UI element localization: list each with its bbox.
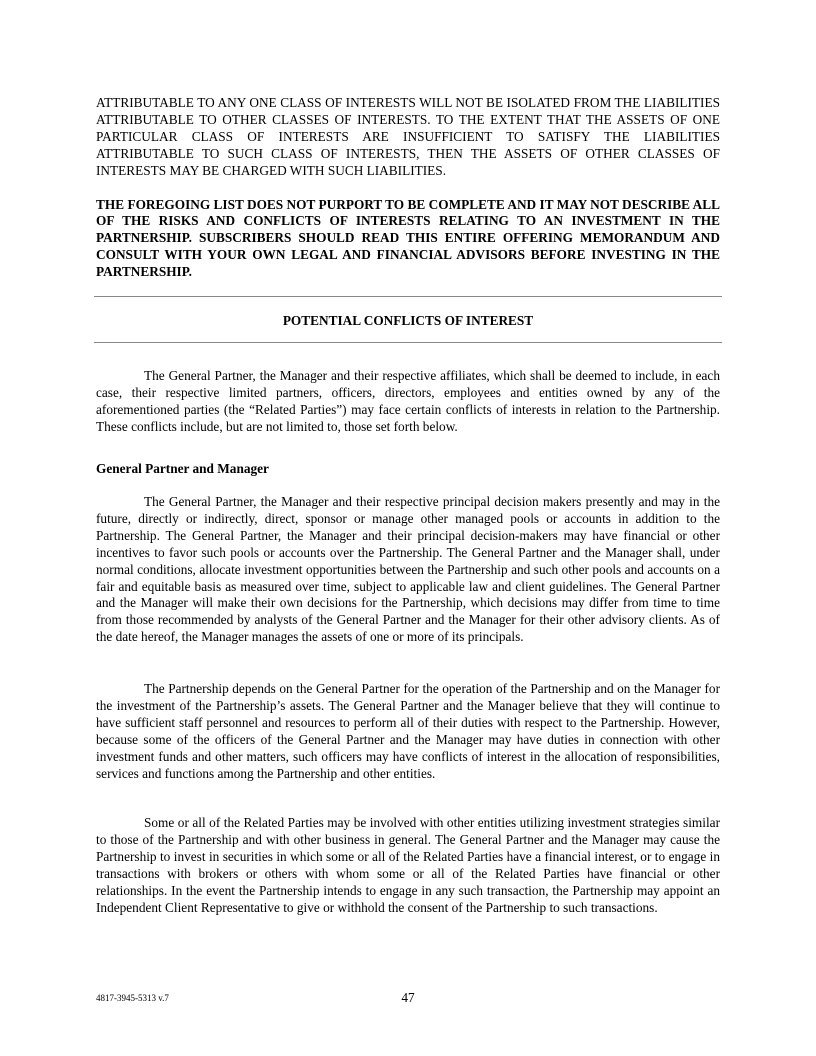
top-divider [94,296,722,297]
subheading-general-partner: General Partner and Manager [96,461,269,476]
paragraph-2: The Partnership depends on the General Partner for the operation of the Partnership and on the Manager for the investment of the Partnership’s assets. The General Partner and the Manager believe that they will continue to have sufficient staff personnel and resources to perform all of their duties with respect to the Partnership. However, because some of the officers of the General Partner and the Manager may have duties in connection with other investment funds and other matters, such officers may have conflicts of interest in the allocation of responsibilities, services and functions among the Partnership and other entities. [96,681,720,781]
intro-caps-paragraph: ATTRIBUTABLE TO ANY ONE CLASS OF INTERESTS WILL NOT BE ISOLATED FROM THE LIABILITIES ATTRIBUTABLE TO OTHER CLASSES OF INTERESTS. TO THE EXTENT THAT THE ASSETS OF ONE PARTICULAR CLASS OF INTERESTS ARE INSUFFICIENT TO SATISFY THE LIABILITIES ATTRIBUTABLE TO SUCH CLASS OF INTERESTS, THEN THE ASSETS OF OTHER CLASSES OF INTERESTS MAY BE CHARGED WITH SUCH LIABILITIES. [96,95,720,178]
conflicts-intro-block [96,368,720,436]
section-title: POTENTIAL CONFLICTS OF INTEREST [282,313,534,328]
conflicts-intro-paragraph: The General Partner, the Manager and their respective affiliates, which shall be deemed to include, in each case, their respective limited partners, officers, directors, employees and entities owned by any of the aforementioned parties (the “Related Parties”) may face certain conflicts of interests in relation to the Partnership. These conflicts include, but are not limited to, those set forth below. [96,368,720,434]
paragraph-1-block [96,494,720,646]
paragraph-1: The General Partner, the Manager and their respective principal decision makers presently and may in the future, directly or indirectly, direct, sponsor or manage other managed pools or accounts in addition to the Partnership. The General Partner, the Manager and their principal decision-makers may have financial or other incentives to favor such pools or accounts over the Partnership. The General Partner and the Manager shall, under normal conditions, allocate investment opportunities between the Partnership and such other pools and accounts on a fair and equitable basis as measured over time, subject to applicable law and client guidelines. The General Partner and the Manager will make their own decisions for the Partnership, which decisions may differ from time to time from those recommended by analysts of the General Partner and the Manager for their other advisory clients. As of the date hereof, the Manager manages the assets of one or more of its principals. [96,494,720,645]
intro-section [96,95,720,281]
page-number: 47 [401,990,415,1005]
document-id: 4817-3945-5313 v.7 [96,993,169,1003]
paragraph-3-block [96,815,720,916]
warning-paragraph: THE FOREGOING LIST DOES NOT PURPORT TO BE COMPLETE AND IT MAY NOT DESCRIBE ALL OF THE RISKS AND CONFLICTS OF INTERESTS RELATING TO AN INVESTMENT IN THE PARTNERSHIP. SUBSCRIBERS SHOULD READ THIS ENTIRE OFFERING MEMORANDUM AND CONSULT WITH YOUR OWN LEGAL AND FINANCIAL ADVISORS BEFORE INVESTING IN THE PARTNERSHIP. [96,196,720,280]
paragraph-2-block [96,681,720,782]
paragraph-3: Some or all of the Related Parties may be involved with other entities utilizing investment strategies similar to those of the Partnership and with other business in general. The General Partner and the Manager may cause the Partnership to invest in securities in which some or all of the Related Parties have a financial interest, or to engage in transactions with brokers or others with whom some or all of the Related Parties have financial or other relationships. In the event the Partnership intends to engage in any such transaction, the Partnership may appoint an Independent Client Representative to give or withhold the consent of the Partnership to such transactions. [96,815,720,915]
bottom-divider [94,342,722,343]
